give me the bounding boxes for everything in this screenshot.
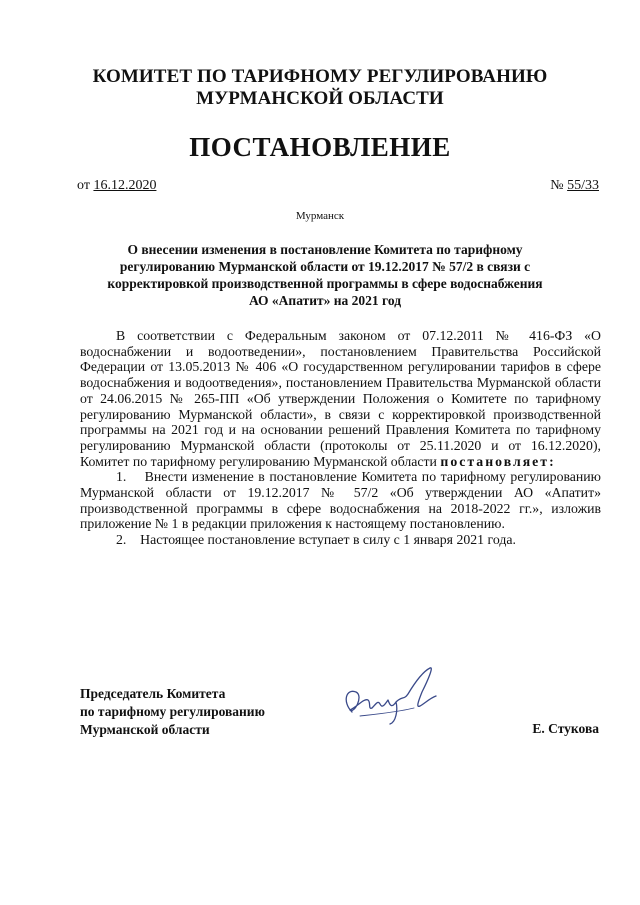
signatory-title: [80, 685, 265, 739]
subject-line: О внесении изменения в постановление Комитета по тарифному: [127, 242, 523, 257]
decree-colon: :: [549, 453, 556, 469]
date-prefix: от: [77, 178, 94, 193]
signatory-title-line: Мурманской области: [80, 722, 210, 737]
document-number: [550, 178, 599, 194]
number-value: 55/33: [567, 178, 599, 193]
organization-header: [0, 66, 640, 110]
item-number: 2.: [116, 532, 127, 548]
signatory-title-line: по тарифному регулированию: [80, 704, 265, 719]
document-city: Мурманск: [295, 210, 345, 222]
date-value: 16.12.2020: [93, 178, 157, 193]
signatory-name: Е. Стукова: [532, 721, 599, 736]
item-number: 1.: [116, 469, 127, 485]
signatory-title-line: Председатель Комитета: [80, 686, 226, 701]
number-prefix: №: [550, 178, 568, 193]
decree-word: постановляет: [440, 453, 550, 469]
handwritten-signature: [338, 662, 448, 730]
list-item: [80, 532, 601, 548]
list-item: [80, 469, 601, 532]
document-type-title: ПОСТАНОВЛЕНИЕ: [189, 132, 451, 162]
org-name-line2: МУРМАНСКОЙ ОБЛАСТИ: [196, 88, 444, 109]
document-date: [77, 178, 156, 194]
subject-line: регулированию Мурманской области от 19.12.2017 № 57/2 в связи с: [119, 259, 531, 274]
preamble-text: В соответствии с Федеральным законом от 07.12.2011 № 416-ФЗ «О водоснабжении и водоотведении», постановлением Правительства Российской Федерации от 13.05.2013 № 406 «О государственном регулировании тарифов в сфере водоснабжения и водоотведения», постановлением Правительства Мурманской области от 24.06.2015 № 265-ПП «Об утверждении Положения о Комитете по тарифному регулированию Мурманской области», в связи с корректировкой производственной программы на 2021 год и на основании решений Правления Комитета по тарифному регулированию Мурманской области (протоколы от 25.11.2020 и от 16.12.2020), Комитет по тарифному регулированию Мурманской области: [80, 328, 601, 469]
document-subject: [80, 241, 570, 309]
item-text: Настоящее постановление вступает в силу с 1 января 2021 года.: [140, 532, 516, 548]
preamble-paragraph: [80, 328, 601, 469]
subject-line: АО «Апатит» на 2021 год: [248, 293, 402, 308]
org-name-line1: КОМИТЕТ ПО ТАРИФНОМУ РЕГУЛИРОВАНИЮ: [92, 66, 548, 87]
document-body: [80, 328, 601, 548]
item-text: Внести изменение в постановление Комитета по тарифному регулированию Мурманской области от 19.12.2017 № 57/2 «Об утверждении АО «Апатит» производственной программы в сфере водоснабжения на 2018-2022 гг.», изложив приложение № 1 в редакции приложения к настоящему постановлению.: [80, 469, 601, 532]
subject-line: корректировкой производственной программы в сфере водоснабжения: [107, 276, 543, 291]
